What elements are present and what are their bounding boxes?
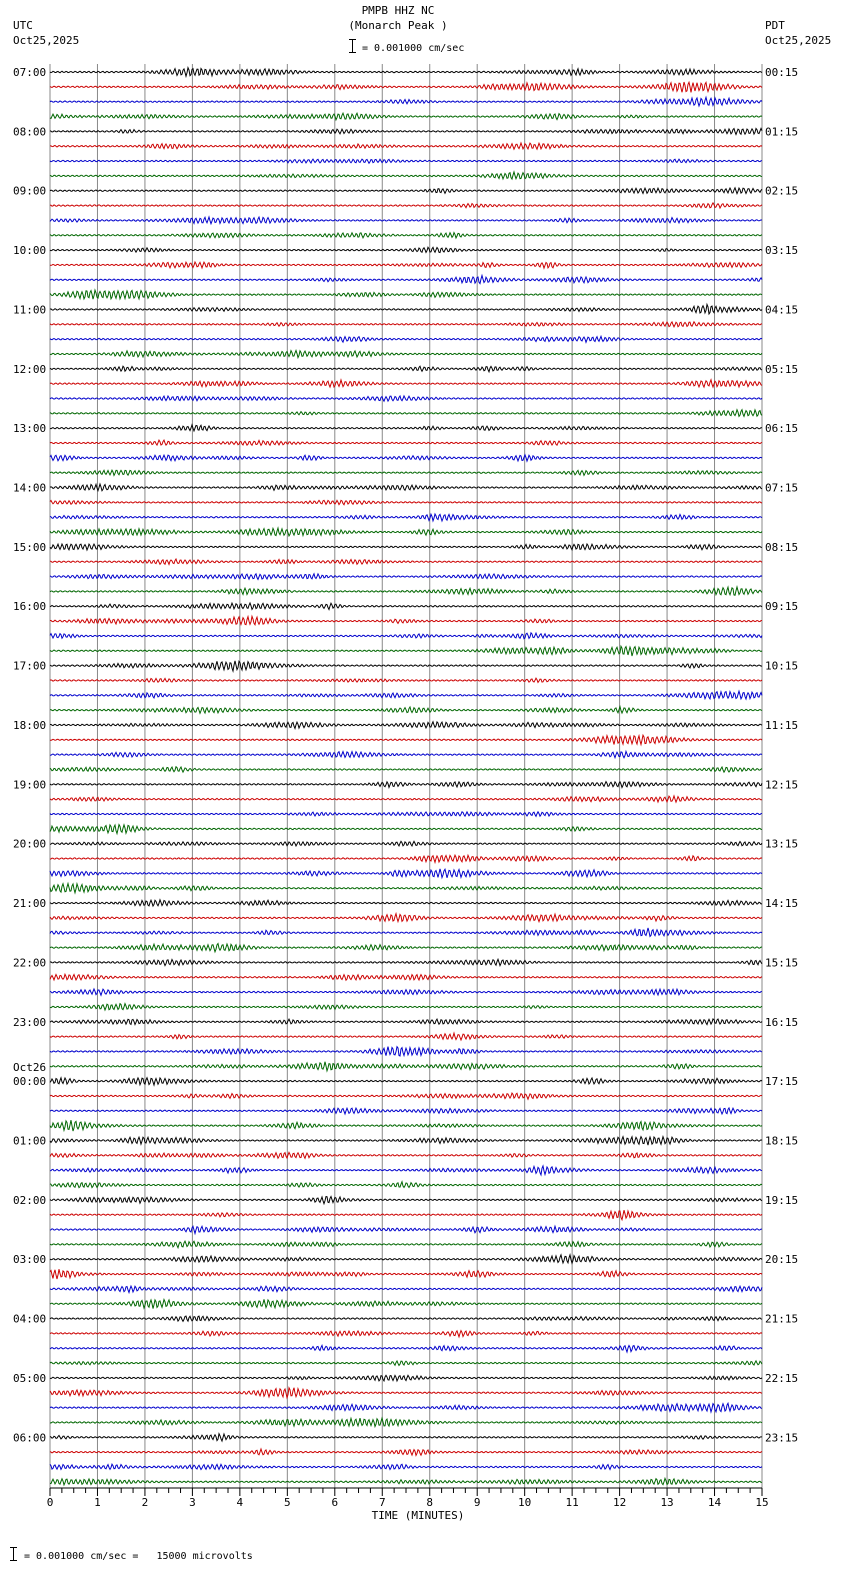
x-tick-label-0: 0 (46, 1496, 54, 1509)
trace-row-47 (50, 767, 762, 772)
trace-row-75 (50, 1182, 762, 1188)
utc-label-3: 10:00 (13, 244, 47, 258)
trace-row-70 (50, 1108, 762, 1114)
trace-row-61 (50, 974, 762, 980)
x-tick-label-7: 7 (378, 1496, 386, 1509)
pdt-label-10: 10:15 (765, 659, 799, 673)
utc-label-19: 02:00 (13, 1193, 47, 1207)
utc-label-10: 17:00 (13, 659, 47, 673)
pdt-label-22: 22:15 (765, 1371, 799, 1385)
trace-row-8 (50, 188, 762, 194)
x-tick-label-2: 2 (141, 1496, 149, 1509)
trace-row-94 (50, 1464, 762, 1469)
footer-scale-text: = 0.001000 cm/sec = 15000 microvolts (24, 1551, 253, 1562)
trace-row-78 (50, 1226, 762, 1233)
utc-label-23: 06:00 (13, 1431, 47, 1445)
x-tick-label-1: 1 (94, 1496, 101, 1509)
trace-row-86 (50, 1345, 762, 1352)
trace-row-68 (50, 1078, 762, 1085)
trace-row-14 (50, 275, 762, 283)
utc-label-1: 08:00 (13, 125, 47, 139)
x-tick-label-9: 9 (473, 1496, 481, 1509)
trace-row-91 (50, 1418, 762, 1426)
pdt-label-9: 09:15 (765, 600, 799, 614)
pdt-label-2: 02:15 (765, 184, 799, 198)
trace-row-9 (50, 203, 762, 208)
x-tick-label-3: 3 (189, 1496, 196, 1509)
trace-row-3 (50, 113, 762, 120)
trace-row-34 (50, 574, 762, 580)
trace-row-7 (50, 172, 762, 179)
utc-label-9: 16:00 (13, 600, 47, 614)
seismic-traces (50, 68, 762, 1485)
trace-row-49 (50, 796, 762, 802)
pdt-label-0: 00:15 (765, 66, 799, 79)
trace-row-67 (50, 1062, 762, 1071)
trace-row-4 (50, 128, 762, 134)
trace-row-22 (50, 396, 762, 401)
trace-row-29 (50, 500, 762, 504)
trace-row-85 (50, 1331, 762, 1337)
scale-text: = 0.001000 cm/sec (362, 43, 465, 54)
trace-row-36 (50, 603, 762, 609)
trace-row-45 (50, 735, 762, 744)
trace-row-89 (50, 1388, 762, 1398)
trace-row-13 (50, 262, 762, 268)
trace-row-82 (50, 1286, 762, 1292)
trace-row-19 (50, 350, 762, 357)
footer-scale-icon (13, 1547, 14, 1561)
trace-row-93 (50, 1449, 762, 1455)
trace-row-50 (50, 812, 762, 816)
footer-scale-icon-top (10, 1547, 17, 1548)
left-date: Oct25,2025 (13, 34, 80, 47)
trace-row-5 (50, 143, 762, 149)
trace-row-64 (50, 1019, 762, 1025)
trace-row-42 (50, 691, 762, 699)
x-tick-label-6: 6 (331, 1496, 339, 1509)
trace-row-80 (50, 1255, 762, 1263)
trace-row-55 (50, 884, 762, 893)
trace-row-20 (50, 366, 762, 372)
pdt-label-23: 23:15 (765, 1431, 799, 1445)
x-tick-label-5: 5 (284, 1496, 291, 1509)
trace-row-15 (50, 290, 762, 299)
location-title: (Monarch Peak ) (348, 19, 448, 32)
pdt-label-12: 12:15 (765, 778, 799, 792)
trace-row-60 (50, 959, 762, 965)
utc-label-21: 04:00 (13, 1312, 47, 1326)
pdt-label-21: 21:15 (765, 1312, 799, 1326)
utc-label-17: 00:00 (13, 1075, 47, 1089)
trace-row-32 (50, 544, 762, 550)
x-tick-label-10: 10 (518, 1496, 532, 1509)
trace-row-18 (50, 336, 762, 342)
pdt-label-3: 03:15 (765, 244, 799, 258)
trace-row-77 (50, 1210, 762, 1220)
x-tick-label-15: 15 (755, 1496, 769, 1509)
pdt-label-20: 20:15 (765, 1253, 799, 1267)
trace-row-44 (50, 722, 762, 729)
x-tick-label-12: 12 (612, 1496, 627, 1509)
trace-row-26 (50, 455, 762, 461)
trace-row-21 (50, 380, 762, 387)
trace-row-65 (50, 1033, 762, 1040)
trace-row-30 (50, 514, 762, 521)
trace-row-53 (50, 855, 762, 862)
trace-row-73 (50, 1152, 762, 1158)
x-tick-label-13: 13 (660, 1496, 674, 1509)
trace-row-74 (50, 1166, 762, 1175)
pdt-label-7: 07:15 (765, 481, 799, 495)
trace-row-46 (50, 751, 762, 757)
trace-row-83 (50, 1299, 762, 1308)
right-timezone: PDT (765, 19, 785, 32)
trace-row-52 (50, 841, 762, 846)
trace-row-79 (50, 1241, 762, 1248)
pdt-label-19: 19:15 (765, 1193, 799, 1207)
trace-row-2 (50, 97, 762, 106)
trace-row-1 (50, 82, 762, 92)
trace-row-0 (50, 68, 762, 77)
right-date: Oct25,2025 (765, 34, 832, 47)
time-axis (47, 1488, 769, 1509)
pdt-label-15: 15:15 (765, 956, 799, 970)
utc-label-14: 21:00 (13, 897, 47, 911)
utc-label-13: 20:00 (13, 837, 47, 851)
trace-row-43 (50, 707, 762, 714)
utc-label-11: 18:00 (13, 718, 47, 732)
pdt-label-1: 01:15 (765, 125, 799, 139)
date-change-label: Oct26 (13, 1061, 47, 1075)
trace-row-95 (50, 1478, 762, 1485)
trace-row-39 (50, 646, 762, 656)
x-axis-label: TIME (MINUTES) (371, 1509, 465, 1522)
utc-label-15: 22:00 (13, 956, 47, 970)
utc-label-20: 03:00 (13, 1253, 47, 1267)
utc-label-7: 14:00 (13, 481, 47, 495)
pdt-label-6: 06:15 (765, 422, 799, 436)
trace-row-57 (50, 914, 762, 922)
pdt-label-8: 08:15 (765, 540, 799, 554)
trace-row-41 (50, 678, 762, 682)
pdt-label-4: 04:15 (765, 303, 799, 317)
trace-row-11 (50, 233, 762, 238)
pdt-label-11: 11:15 (765, 718, 799, 732)
trace-row-71 (50, 1120, 762, 1131)
trace-row-6 (50, 159, 762, 163)
utc-label-0: 07:00 (13, 66, 47, 79)
trace-row-16 (50, 304, 762, 314)
trace-row-27 (50, 470, 762, 475)
left-timezone: UTC (13, 19, 33, 32)
trace-row-54 (50, 869, 762, 878)
trace-row-90 (50, 1403, 762, 1412)
trace-row-37 (50, 616, 762, 624)
utc-label-4: 11:00 (13, 303, 47, 317)
trace-row-62 (50, 989, 762, 995)
trace-row-51 (50, 825, 762, 834)
row-labels (13, 66, 798, 1444)
trace-row-40 (50, 661, 762, 671)
trace-row-63 (50, 1004, 762, 1010)
station-title: PMPB HHZ NC (361, 4, 435, 17)
utc-label-18: 01:00 (13, 1134, 47, 1148)
trace-row-10 (50, 217, 762, 224)
trace-row-84 (50, 1316, 762, 1321)
utc-label-12: 19:00 (13, 778, 47, 792)
trace-row-35 (50, 587, 762, 595)
trace-row-28 (50, 484, 762, 491)
trace-row-66 (50, 1047, 762, 1056)
footer-scale-icon-bottom (10, 1560, 17, 1561)
trace-row-33 (50, 559, 762, 564)
trace-row-87 (50, 1361, 762, 1366)
trace-row-76 (50, 1197, 762, 1204)
pdt-label-13: 13:15 (765, 837, 799, 851)
trace-row-25 (50, 440, 762, 445)
pdt-label-14: 14:15 (765, 897, 799, 911)
utc-label-8: 15:00 (13, 540, 47, 554)
x-tick-label-11: 11 (565, 1496, 579, 1509)
pdt-label-5: 05:15 (765, 362, 799, 376)
trace-row-48 (50, 782, 762, 788)
trace-row-31 (50, 528, 762, 536)
utc-label-6: 13:00 (13, 422, 47, 436)
trace-row-81 (50, 1269, 762, 1279)
pdt-label-17: 17:15 (765, 1075, 799, 1089)
trace-row-72 (50, 1137, 762, 1146)
trace-row-59 (50, 944, 762, 952)
utc-label-22: 05:00 (13, 1371, 47, 1385)
x-tick-label-14: 14 (707, 1496, 722, 1509)
trace-row-69 (50, 1093, 762, 1099)
x-tick-label-8: 8 (426, 1496, 434, 1509)
trace-row-23 (50, 410, 762, 417)
pdt-label-18: 18:15 (765, 1134, 799, 1148)
trace-row-38 (50, 633, 762, 639)
trace-row-92 (50, 1434, 762, 1441)
trace-row-56 (50, 900, 762, 906)
utc-label-16: 23:00 (13, 1015, 47, 1029)
utc-label-5: 12:00 (13, 362, 47, 376)
utc-label-2: 09:00 (13, 184, 47, 198)
trace-row-88 (50, 1375, 762, 1381)
trace-row-24 (50, 425, 762, 431)
trace-row-12 (50, 247, 762, 252)
pdt-label-16: 16:15 (765, 1015, 799, 1029)
trace-row-17 (50, 322, 762, 327)
trace-row-58 (50, 928, 762, 937)
x-tick-label-4: 4 (236, 1496, 244, 1509)
